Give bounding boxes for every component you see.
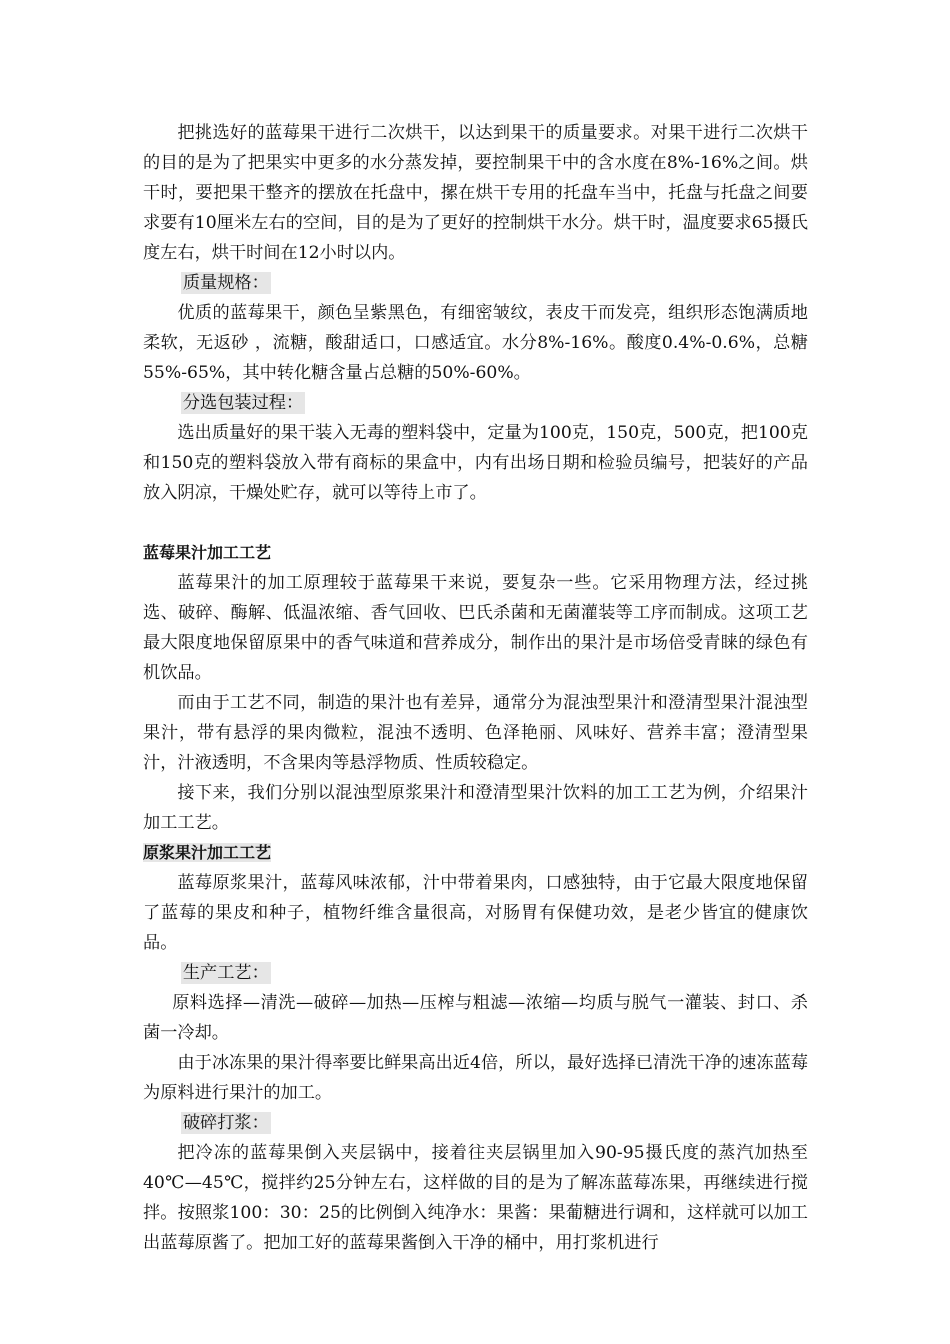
heading-raw-juice [143, 838, 808, 868]
label-production-process [143, 958, 808, 988]
paragraph-frozen-fruit: 由于冰冻果的果汁得率要比鲜果高出近4倍，所以，最好选择已清洗干净的速冻蓝莓为原料进行果汁的加工。 [143, 1053, 808, 1103]
label-packing-text: 分选包装过程： [182, 393, 304, 413]
document-body [143, 118, 808, 1258]
heading-juice-process: 蓝莓果汁加工工艺 [143, 543, 272, 562]
paragraph-packing: 选出质量好的果干装入无毒的塑料袋中，定量为100克，150克，500克，把100克和150克的塑料袋放入带有商标的果盒中，内有出场日期和检验员编号，把装好的产品放入阴凉，干燥处贮存，就可以等待上市了。 [143, 423, 808, 503]
paragraph-process-steps: 原料选择—清洗—破碎—加热—压榨与粗滤—浓缩—均质与脱气一灌装、封口、杀菌一冷却。 [143, 993, 808, 1043]
label-quality-spec-text: 质量规格： [182, 273, 269, 293]
heading-raw-juice-text: 原浆果汁加工工艺 [143, 843, 272, 862]
label-quality-spec [143, 268, 808, 298]
paragraph-second-drying: 把挑选好的蓝莓果干进行二次烘干，以达到果干的质量要求。对果干进行二次烘干的目的是为了把果实中更多的水分蒸发掉，要控制果干中的含水度在8%-16%之间。烘干时，要把果干整齐的摆放在托盘中，摞在烘干专用的托盘车当中，托盘与托盘之间要求要有10厘米左右的空间，目的是为了更好的控制烘干水分。烘干时，温度要求65摄氏度左右，烘干时间在12小时以内。 [143, 123, 808, 263]
paragraph-juice-examples: 接下来，我们分别以混浊型原浆果汁和澄清型果汁饮料的加工工艺为例，介绍果汁加工工艺。 [143, 783, 808, 833]
label-packing [143, 388, 808, 418]
section-gap [143, 508, 808, 538]
label-production-process-text: 生产工艺： [182, 963, 269, 983]
paragraph-raw-juice: 蓝莓原浆果汁，蓝莓风味浓郁，汁中带着果肉，口感独特，由于它最大限度地保留了蓝莓的果皮和种子，植物纤维含量很高，对肠胃有保健功效，是老少皆宜的健康饮品。 [143, 873, 808, 953]
label-crushing-text: 破碎打浆： [182, 1113, 269, 1133]
paragraph-crushing: 把冷冻的蓝莓果倒入夹层锅中，接着往夹层锅里加入90-95摄氏度的蒸汽加热至40℃—45℃，搅拌约25分钟左右，这样做的目的是为了解冻蓝莓冻果，再继续进行搅拌。按照浆100：30：25的比例倒入纯净水：果酱：果葡糖进行调和，这样就可以加工出蓝莓原酱了。把加工好的蓝莓果酱倒入干净的桶中，用打浆机进行 [143, 1143, 808, 1253]
paragraph-juice-types: 而由于工艺不同，制造的果汁也有差异，通常分为混浊型果汁和澄清型果汁混浊型果汁，带有悬浮的果肉微粒，混浊不透明、色泽艳丽、风味好、营养丰富；澄清型果汁，汁液透明，不含果肉等悬浮物质、性质较稳定。 [143, 693, 808, 773]
label-crushing [143, 1108, 808, 1138]
paragraph-quality-spec: 优质的蓝莓果干，颜色呈紫黑色，有细密皱纹，表皮干而发亮，组织形态饱满质地柔软，无返砂 ，流糖，酸甜适口，口感适宜。水分8%-16%。酸度0.4%-0.6%，总糖55%-65%，其中转化糖含量占总糖的50%-60%。 [143, 303, 808, 383]
paragraph-juice-intro: 蓝莓果汁的加工原理较于蓝莓果干来说，要复杂一些。它采用物理方法，经过挑选、破碎、酶解、低温浓缩、香气回收、巴氏杀菌和无菌灌装等工序而制成。这项工艺最大限度地保留原果中的香气味道和营养成分，制作出的果汁是市场倍受青睐的绿色有机饮品。 [143, 573, 808, 683]
